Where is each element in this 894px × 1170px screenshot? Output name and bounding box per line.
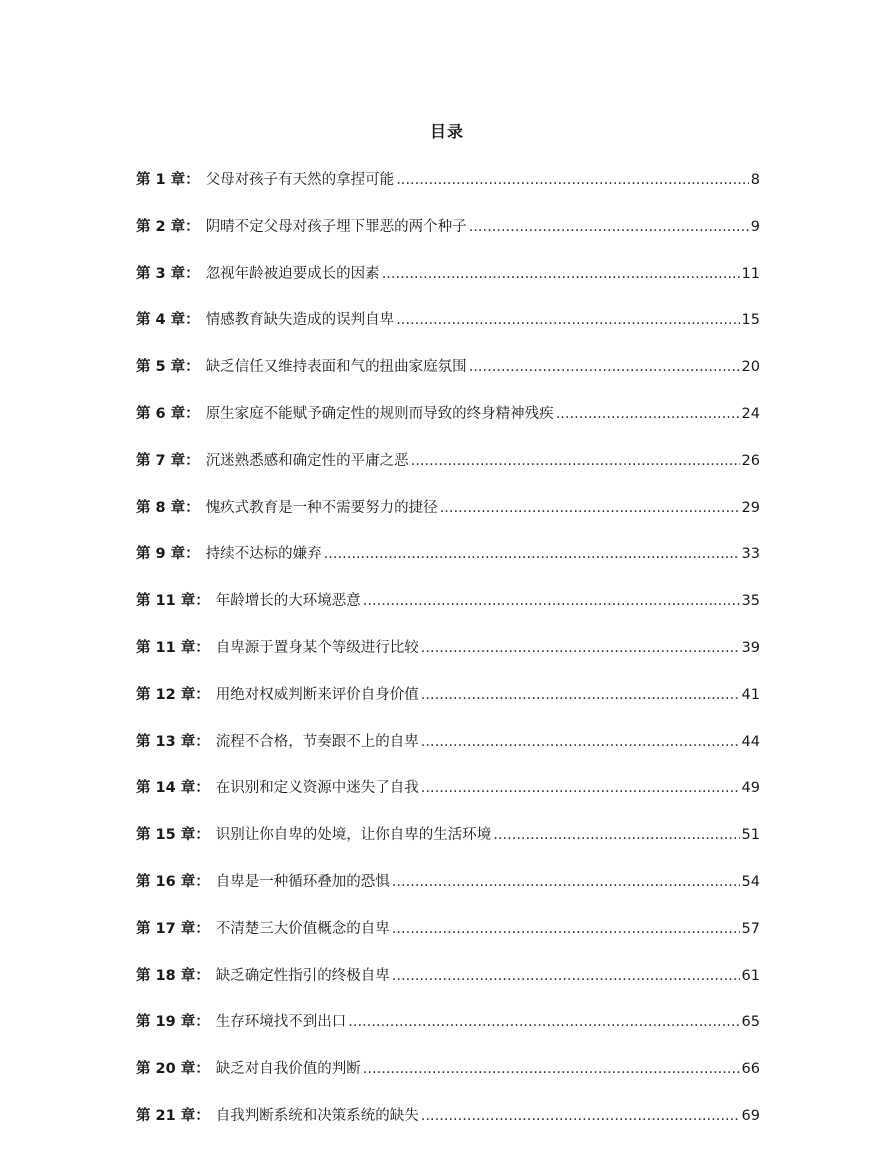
page-number: 29 bbox=[741, 499, 760, 516]
toc-entry[interactable] bbox=[136, 965, 760, 1012]
page-number: 57 bbox=[741, 920, 760, 937]
page-number: 20 bbox=[741, 359, 760, 376]
chapter-number: 第 4 章： bbox=[136, 312, 200, 329]
chapter-title: 愧疚式教育是一种不需要努力的捷径 bbox=[205, 499, 438, 516]
chapter-title: 用绝对权威判断来评价自身价值 bbox=[215, 686, 419, 703]
chapter-number: 第 13 章： bbox=[136, 733, 210, 750]
dot-leader bbox=[556, 403, 740, 425]
toc-entry[interactable] bbox=[136, 450, 760, 497]
page-number: 24 bbox=[741, 405, 760, 422]
toc-entry[interactable] bbox=[136, 403, 760, 450]
chapter-title: 不清楚三大价值概念的自卑 bbox=[215, 920, 390, 937]
toc-entry[interactable] bbox=[136, 263, 760, 310]
page-number: 39 bbox=[741, 639, 760, 656]
dot-leader bbox=[411, 450, 740, 472]
chapter-title: 年龄增长的大环境恶意 bbox=[215, 593, 361, 610]
chapter-title: 缺乏确定性指引的终极自卑 bbox=[215, 967, 390, 984]
chapter-number: 第 16 章： bbox=[136, 873, 210, 890]
page-number: 54 bbox=[741, 873, 760, 890]
chapter-title: 缺乏信任又维持表面和气的扭曲家庭氛围 bbox=[205, 359, 467, 376]
toc-entry[interactable] bbox=[136, 216, 760, 263]
dot-leader bbox=[440, 497, 740, 519]
chapter-number: 第 21 章： bbox=[136, 1107, 210, 1124]
page-number: 65 bbox=[741, 1014, 760, 1031]
toc-entry[interactable] bbox=[136, 824, 760, 871]
table-of-contents bbox=[136, 169, 760, 1152]
toc-entry[interactable] bbox=[136, 1105, 760, 1152]
chapter-number: 第 3 章： bbox=[136, 265, 200, 282]
dot-leader bbox=[469, 216, 749, 238]
toc-entry[interactable] bbox=[136, 543, 760, 590]
page-number: 35 bbox=[741, 593, 760, 610]
dot-leader bbox=[396, 169, 749, 191]
dot-leader bbox=[363, 590, 740, 612]
page-number: 11 bbox=[741, 265, 760, 282]
toc-entry[interactable] bbox=[136, 777, 760, 824]
page-number: 69 bbox=[741, 1107, 760, 1124]
toc-entry[interactable] bbox=[136, 169, 760, 216]
page-title: 目录 bbox=[429, 122, 464, 141]
page-number: 61 bbox=[741, 967, 760, 984]
page-number: 8 bbox=[750, 172, 760, 188]
chapter-number: 第 18 章： bbox=[136, 967, 210, 984]
chapter-title: 持续不达标的嫌弃 bbox=[205, 546, 322, 563]
chapter-number: 第 14 章： bbox=[136, 780, 210, 797]
chapter-title: 生存环境找不到出口 bbox=[215, 1014, 347, 1031]
chapter-number: 第 6 章： bbox=[136, 405, 200, 422]
chapter-number: 第 20 章： bbox=[136, 1061, 210, 1078]
toc-entry[interactable] bbox=[136, 356, 760, 403]
page-number: 41 bbox=[741, 686, 760, 703]
chapter-title: 情感教育缺失造成的误判自卑 bbox=[205, 312, 395, 329]
chapter-title: 识别让你自卑的处境，让你自卑的生活环境 bbox=[215, 827, 492, 844]
chapter-title: 自我判断系统和决策系统的缺失 bbox=[215, 1107, 419, 1124]
page-number: 26 bbox=[741, 452, 760, 469]
page-number: 15 bbox=[741, 312, 760, 329]
page-number: 51 bbox=[741, 827, 760, 844]
dot-leader bbox=[392, 918, 740, 940]
page-number: 66 bbox=[741, 1061, 760, 1078]
chapter-title: 阴晴不定父母对孩子埋下罪恶的两个种子 bbox=[205, 218, 467, 235]
chapter-number: 第 15 章： bbox=[136, 827, 210, 844]
toc-entry[interactable] bbox=[136, 1011, 760, 1058]
chapter-number: 第 9 章： bbox=[136, 546, 200, 563]
chapter-title: 自卑是一种循环叠加的恐惧 bbox=[215, 873, 390, 890]
toc-entry[interactable] bbox=[136, 731, 760, 778]
page-number: 9 bbox=[750, 218, 760, 235]
chapter-title: 父母对孩子有天然的拿捏可能 bbox=[205, 172, 395, 188]
toc-entry[interactable] bbox=[136, 590, 760, 637]
chapter-title: 沉迷熟悉感和确定性的平庸之恶 bbox=[205, 452, 409, 469]
dot-leader bbox=[421, 637, 740, 659]
chapter-number: 第 12 章： bbox=[136, 686, 210, 703]
page-number: 49 bbox=[741, 780, 760, 797]
dot-leader bbox=[421, 1105, 740, 1127]
toc-entry[interactable] bbox=[136, 1058, 760, 1105]
chapter-number: 第 8 章： bbox=[136, 499, 200, 516]
dot-leader bbox=[421, 777, 740, 799]
page-number: 33 bbox=[741, 546, 760, 563]
toc-entry[interactable] bbox=[136, 497, 760, 544]
chapter-number: 第 7 章： bbox=[136, 452, 200, 469]
dot-leader bbox=[421, 684, 740, 706]
chapter-number: 第 11 章： bbox=[136, 593, 210, 610]
chapter-number: 第 1 章： bbox=[136, 172, 200, 188]
dot-leader bbox=[469, 356, 740, 378]
chapter-title: 缺乏对自我价值的判断 bbox=[215, 1061, 361, 1078]
toc-entry[interactable] bbox=[136, 871, 760, 918]
toc-entry[interactable] bbox=[136, 918, 760, 965]
dot-leader bbox=[348, 1011, 739, 1033]
dot-leader bbox=[493, 824, 739, 846]
dot-leader bbox=[396, 309, 739, 331]
chapter-number: 第 5 章： bbox=[136, 359, 200, 376]
page-number: 44 bbox=[741, 733, 760, 750]
chapter-number: 第 11 章： bbox=[136, 639, 210, 656]
chapter-title: 在识别和定义资源中迷失了自我 bbox=[215, 780, 419, 797]
dot-leader bbox=[324, 543, 740, 565]
toc-entry[interactable] bbox=[136, 309, 760, 356]
chapter-number: 第 19 章： bbox=[136, 1014, 210, 1031]
toc-entry[interactable] bbox=[136, 637, 760, 684]
chapter-title: 忽视年龄被迫要成长的因素 bbox=[205, 265, 380, 282]
chapter-title: 流程不合格，节奏跟不上的自卑 bbox=[215, 733, 419, 750]
toc-entry[interactable] bbox=[136, 684, 760, 731]
dot-leader bbox=[421, 731, 740, 753]
chapter-title: 原生家庭不能赋予确定性的规则而导致的终身精神残疾 bbox=[205, 405, 554, 422]
dot-leader bbox=[382, 263, 740, 285]
dot-leader bbox=[392, 965, 740, 987]
dot-leader bbox=[392, 871, 740, 893]
chapter-number: 第 17 章： bbox=[136, 920, 210, 937]
chapter-title: 自卑源于置身某个等级进行比较 bbox=[215, 639, 419, 656]
dot-leader bbox=[363, 1058, 740, 1080]
chapter-number: 第 2 章： bbox=[136, 218, 200, 235]
